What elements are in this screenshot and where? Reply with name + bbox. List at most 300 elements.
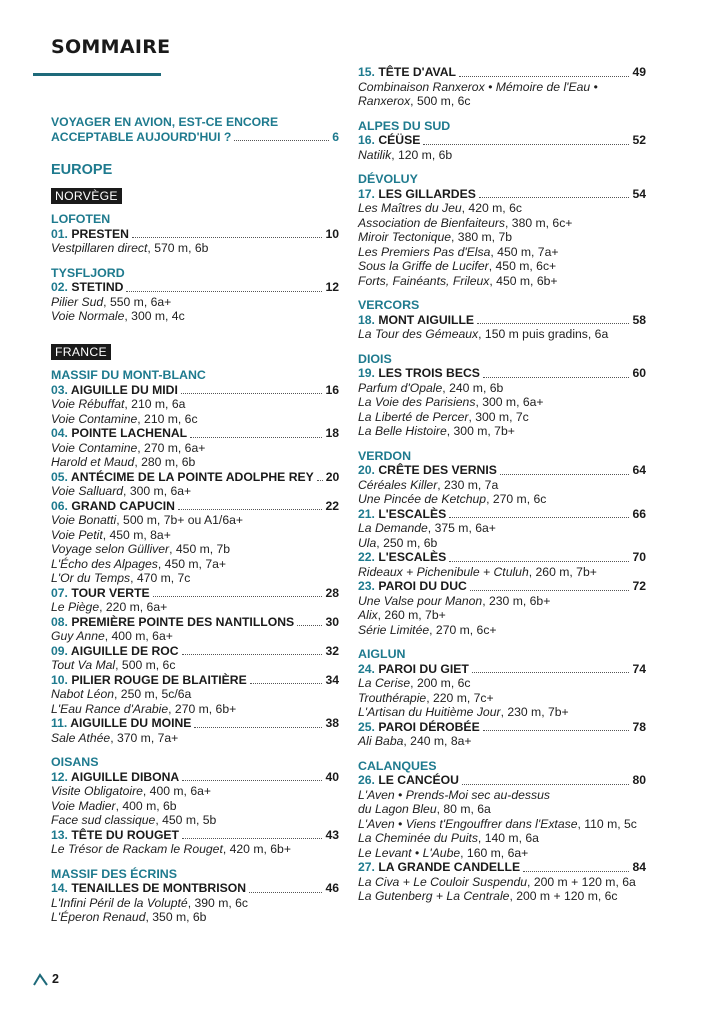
route-info: , 260 m, 7b+ <box>377 608 446 622</box>
route-name: Face sud classique <box>51 813 156 827</box>
entry-number: 17. <box>358 186 375 201</box>
route-name: La Belle Histoire <box>358 424 447 438</box>
entry-number: 26. <box>358 773 375 787</box>
toc-entry-heading[interactable] <box>358 773 646 788</box>
section-calanques: CALANQUES <box>358 758 437 773</box>
route-info: , 230 m, 7b+ <box>500 705 569 719</box>
route-line <box>358 148 646 163</box>
route-line <box>358 691 646 706</box>
route-line <box>51 731 339 746</box>
entry-name: LE CANCÉOU <box>378 773 459 787</box>
entry-name: AIGUILLE DE ROC <box>70 643 179 658</box>
route-name: La Voie des Parisiens <box>358 395 476 409</box>
route-name: La Liberté de Percer <box>358 409 469 424</box>
dot-leader <box>500 474 630 475</box>
route-line <box>51 528 339 543</box>
toc-intro-entry[interactable] <box>51 115 339 144</box>
dot-leader <box>190 437 322 438</box>
dot-leader <box>317 480 323 481</box>
route-info: , 450 m, 5b <box>155 813 217 827</box>
toc-entry-title <box>51 383 178 398</box>
route-name: du Lagon Bleu <box>358 802 437 816</box>
route-name: La Civa + Le Couloir Suspendu <box>358 874 528 889</box>
route-line <box>51 813 339 828</box>
toc-entry[interactable] <box>358 133 646 162</box>
toc-entry-title <box>358 366 480 381</box>
entry-name: TOUR VERTE <box>71 585 150 600</box>
dot-leader <box>472 672 630 673</box>
route-name: L'Aven • Prends-Moi sec au-dessus <box>358 787 550 802</box>
route-name: Ula <box>358 535 377 550</box>
section-aiglun: AIGLUN <box>358 647 406 661</box>
toc-entry[interactable] <box>358 773 646 860</box>
entry-name: LES GILLARDES <box>378 186 476 201</box>
dot-leader <box>181 393 323 394</box>
route-line <box>51 484 339 499</box>
route-info: , 270 m, 6a+ <box>137 440 206 455</box>
entry-number: 14. <box>51 881 68 895</box>
toc-entry-heading[interactable] <box>358 366 646 381</box>
entry-page-number: 66 <box>632 506 646 521</box>
entry-number: 25. <box>358 719 375 734</box>
toc-entry-title <box>51 716 191 731</box>
dot-leader <box>479 197 630 198</box>
route-name: Natilik <box>358 147 392 162</box>
toc-entry-title <box>358 662 469 677</box>
dot-leader <box>250 683 323 684</box>
route-info: , 390 m, 6c <box>187 895 248 910</box>
route-name: Voie Contamine <box>51 411 138 426</box>
entry-page-number: 18 <box>325 426 339 440</box>
route-name: Céréales Killer <box>358 477 438 492</box>
route-info: , 210 m, 6a <box>124 397 186 411</box>
route-info: , 400 m, 6b <box>115 798 177 813</box>
route-info: , 270 m, 6c <box>486 492 547 506</box>
dot-leader <box>182 780 322 781</box>
route-line <box>51 557 339 572</box>
route-info: , 400 m, 6a+ <box>142 784 211 798</box>
entry-page-number: 32 <box>325 643 339 658</box>
entry-page-number: 20 <box>325 469 340 484</box>
toc-entry[interactable] <box>51 499 339 586</box>
entry-number: 07. <box>51 585 68 600</box>
route-line <box>51 842 339 857</box>
route-info: , 370 m, 7a+ <box>110 730 179 745</box>
route-line <box>51 658 339 673</box>
entry-number: 19. <box>358 366 375 380</box>
entry-page-number: 16 <box>325 382 339 397</box>
route-line <box>358 259 646 274</box>
route-name: Vestpillaren direct <box>51 241 148 255</box>
toc-entry[interactable] <box>51 770 339 828</box>
toc-entry-heading[interactable] <box>51 426 339 441</box>
route-info: , 200 m + 120 m, 6c <box>509 889 618 903</box>
route-name: Trouthérapie <box>358 690 427 705</box>
toc-entry[interactable] <box>51 828 339 857</box>
dot-leader <box>470 590 630 591</box>
route-line <box>358 831 646 846</box>
entry-number: 05. <box>51 469 68 484</box>
toc-entry-heading[interactable] <box>51 828 339 843</box>
route-line <box>358 492 646 507</box>
route-line <box>358 381 646 396</box>
title-underline <box>33 73 161 76</box>
section-mont-blanc: MASSIF DU MONT-BLANC <box>51 368 206 382</box>
entry-number: 02. <box>51 280 68 294</box>
entry-name: TÊTE DU ROUGET <box>71 827 180 842</box>
route-name: Voie Normale <box>51 309 125 323</box>
entry-page-number: 40 <box>325 769 339 784</box>
route-line <box>358 216 646 231</box>
toc-entry[interactable] <box>51 280 339 324</box>
route-line <box>51 629 339 644</box>
route-name: Harold et Maud <box>51 455 135 469</box>
entry-page-number: 52 <box>632 133 646 147</box>
toc-entry[interactable] <box>51 470 339 499</box>
route-line <box>358 788 646 803</box>
route-line <box>358 846 646 861</box>
toc-entry-title <box>358 463 497 478</box>
route-info: , 380 m, 6c+ <box>505 215 573 230</box>
toc-entry[interactable] <box>358 579 646 637</box>
section-diois: DIOIS <box>358 351 392 366</box>
toc-entry-title <box>358 187 476 202</box>
region-heading: EUROPE <box>51 162 113 178</box>
toc-entry-heading[interactable] <box>51 673 339 688</box>
toc-entry-heading[interactable] <box>358 662 646 677</box>
route-name: Parfum d'Opale <box>358 380 443 395</box>
route-name: Le Piège <box>51 600 100 614</box>
toc-entry-title <box>51 499 175 514</box>
toc-entry[interactable] <box>51 227 339 256</box>
toc-entry-title <box>51 470 314 485</box>
route-info: , 240 m, 8a+ <box>403 734 472 748</box>
country-label-norway: NORVÈGE <box>51 188 122 205</box>
entry-number: 24. <box>358 661 375 676</box>
toc-entry[interactable] <box>51 383 339 427</box>
route-info: , 270 m, 6b+ <box>168 701 237 716</box>
toc-entry-heading[interactable] <box>51 881 339 896</box>
route-info: , 450 m, 6b+ <box>489 273 558 288</box>
toc-entry-heading[interactable] <box>358 313 646 328</box>
entry-name: PRESTEN <box>71 226 129 241</box>
route-name: Le Levant • L'Aube <box>358 845 461 860</box>
page-title: SOMMAIRE <box>51 36 171 58</box>
entry-number: 03. <box>51 382 68 397</box>
route-name: Voie Contamine <box>51 440 138 455</box>
route-info: , 450 m, 7a+ <box>490 244 559 259</box>
entry-page-number: 78 <box>632 719 646 734</box>
dot-leader <box>459 76 629 77</box>
route-info: , 300 m, 6a+ <box>475 395 544 409</box>
entry-number: 04. <box>51 426 68 440</box>
route-name: Une Pincée de Ketchup <box>358 492 487 506</box>
entry-number: 10. <box>51 672 68 687</box>
toc-entry[interactable] <box>358 65 646 109</box>
page-number: 2 <box>52 972 59 986</box>
route-name: Forts, Fainéants, Frileux <box>358 273 490 288</box>
route-line <box>51 571 339 586</box>
route-info: , 450 m, 7b <box>169 542 231 556</box>
dot-leader <box>423 144 629 145</box>
toc-entry-title <box>51 615 294 630</box>
route-name: Série Limitée <box>358 622 430 637</box>
route-line <box>358 705 646 720</box>
mountain-logo-icon <box>33 973 49 986</box>
dot-leader <box>234 140 329 141</box>
route-line <box>358 623 646 638</box>
route-line <box>358 521 646 536</box>
toc-entry-heading[interactable] <box>51 470 339 485</box>
toc-entry-heading[interactable] <box>51 499 339 514</box>
entry-name: GRAND CAPUCIN <box>71 498 175 513</box>
toc-entry-title <box>358 133 420 148</box>
route-line <box>358 875 646 890</box>
toc-entry-title <box>358 65 456 80</box>
toc-entry-heading[interactable] <box>51 227 339 242</box>
entry-number: 22. <box>358 550 375 564</box>
route-name: Le Trésor de Rackam le Rouget <box>51 842 223 856</box>
route-info: , 400 m, 6a+ <box>104 629 173 643</box>
route-line <box>358 230 646 245</box>
section-ecrins: MASSIF DES ÉCRINS <box>51 866 177 881</box>
toc-entry[interactable] <box>51 426 339 470</box>
toc-entry-heading[interactable] <box>51 716 339 731</box>
toc-entry[interactable] <box>358 313 646 342</box>
route-line <box>358 802 646 817</box>
route-info: , 160 m, 6a+ <box>460 845 529 860</box>
route-name: Voyage selon Gülliver <box>51 542 170 556</box>
toc-entry-heading[interactable] <box>358 133 646 148</box>
route-line <box>51 455 339 470</box>
toc-entry-title <box>51 828 179 843</box>
toc-entry[interactable] <box>358 366 646 439</box>
toc-entry[interactable] <box>51 881 339 925</box>
intro-page-number: 6 <box>332 129 339 144</box>
dot-leader <box>523 871 629 872</box>
entry-name: TENAILLES DE MONTBRISON <box>71 881 247 895</box>
dot-leader <box>462 784 630 785</box>
entry-page-number: 49 <box>632 65 646 79</box>
route-info: , 300 m, 7c <box>468 409 529 424</box>
route-name: La Demande <box>358 521 428 535</box>
route-info: , 500 m, 7b+ ou A1/6a+ <box>116 513 243 527</box>
route-name: Voie Bonatti <box>51 513 117 527</box>
dot-leader <box>132 237 323 238</box>
route-line <box>358 274 646 289</box>
route-line <box>358 245 646 260</box>
entry-name: LA GRANDE CANDELLE <box>378 860 521 874</box>
route-name: Visite Obligatoire <box>51 784 143 798</box>
entry-number: 20. <box>358 463 375 477</box>
toc-entry-title <box>358 773 459 788</box>
entry-name: LES TROIS BECS <box>378 366 480 380</box>
route-info: , 500 m, 6c <box>410 94 471 108</box>
toc-entry-heading[interactable] <box>358 463 646 478</box>
entry-page-number: 22 <box>325 498 339 513</box>
dot-leader <box>153 596 323 597</box>
entry-name: PAROI DU DUC <box>378 579 467 593</box>
route-name: Voie Salluard <box>51 484 124 498</box>
route-info: , 280 m, 6b <box>134 455 196 469</box>
toc-entry[interactable] <box>51 716 339 745</box>
route-name: La Gutenberg + La Centrale <box>358 889 510 903</box>
entry-page-number: 28 <box>325 585 339 600</box>
route-name: Voie Petit <box>51 527 103 542</box>
route-info: , 200 m + 120 m, 6a <box>527 874 636 889</box>
route-line <box>358 327 646 342</box>
toc-entry-title <box>358 550 446 565</box>
route-name: Guy Anne <box>51 629 105 643</box>
toc-entry-heading[interactable] <box>51 615 339 630</box>
route-line <box>51 513 339 528</box>
route-info: , 300 m, 7b+ <box>446 424 515 438</box>
toc-entry-heading[interactable] <box>51 280 339 295</box>
toc-entry-heading[interactable] <box>51 644 339 659</box>
entry-number: 15. <box>358 65 375 79</box>
route-line <box>51 309 339 324</box>
route-name: L'Aven • Viens t'Engouffrer dans l'Extase <box>358 816 578 831</box>
toc-entry-title <box>358 507 446 522</box>
entry-page-number: 60 <box>632 366 646 380</box>
route-line <box>358 565 646 580</box>
route-line <box>51 702 339 717</box>
entry-name: L'ESCALÈS <box>378 506 447 521</box>
entry-number: 06. <box>51 498 68 513</box>
toc-entry-heading[interactable] <box>51 770 339 785</box>
toc-entry-heading[interactable] <box>358 860 646 875</box>
route-line <box>51 542 339 557</box>
route-name: Sale Athée <box>51 730 111 745</box>
dot-leader <box>194 727 322 728</box>
route-info: , 380 m, 7b <box>451 230 513 244</box>
toc-entry-heading[interactable] <box>51 586 339 601</box>
route-name: L'Eau Rance d'Arabie <box>51 701 169 716</box>
route-line <box>358 395 646 410</box>
route-line <box>51 241 339 256</box>
route-name: Nabot Léon <box>51 687 115 701</box>
entry-page-number: 38 <box>325 716 339 730</box>
toc-entry-heading[interactable] <box>358 65 646 80</box>
route-info: , 450 m, 6c+ <box>488 259 557 273</box>
route-name: L'Artisan du Huitième Jour <box>358 705 501 719</box>
entry-number: 27. <box>358 860 375 874</box>
toc-entry-heading[interactable] <box>358 187 646 202</box>
entry-name: TÊTE D'AVAL <box>378 65 456 79</box>
route-info: , 200 m, 6c <box>410 676 471 690</box>
toc-entry[interactable] <box>358 860 646 904</box>
toc-entry-title <box>358 860 520 875</box>
route-name: Les Premiers Pas d'Elsa <box>358 244 491 259</box>
route-name: Une Valse pour Manon <box>358 593 483 608</box>
toc-entry-title <box>51 673 247 688</box>
route-info: , 350 m, 6b <box>145 910 207 924</box>
entry-name: MONT AIGUILLE <box>378 312 475 327</box>
page-number-footer <box>33 972 59 986</box>
route-info: , 120 m, 6b <box>391 147 453 162</box>
route-name: Tout Va Mal <box>51 658 116 672</box>
entry-number: 08. <box>51 614 68 629</box>
section-devoluy: DÉVOLUY <box>358 172 418 186</box>
toc-entry[interactable] <box>51 615 339 644</box>
route-info: , 210 m, 6c <box>137 411 198 426</box>
toc-entry-heading[interactable] <box>358 720 646 735</box>
section-verdon: VERDON <box>358 448 412 463</box>
route-info: , 550 m, 6a+ <box>103 294 172 309</box>
route-name: L'Infini Péril de la Volupté <box>51 895 188 910</box>
toc-entry[interactable] <box>358 463 646 507</box>
entry-page-number: 54 <box>632 186 646 201</box>
dot-leader <box>182 838 322 839</box>
entry-page-number: 10 <box>325 226 339 241</box>
toc-entry-heading[interactable] <box>358 550 646 565</box>
route-name: Alix <box>358 608 378 622</box>
entry-number: 23. <box>358 579 375 593</box>
dot-leader <box>483 730 630 731</box>
dot-leader <box>449 517 629 518</box>
route-line <box>358 201 646 216</box>
route-info: , 500 m, 6c <box>115 658 176 672</box>
toc-entry-heading[interactable] <box>51 383 339 398</box>
route-info: , 250 m, 6b <box>376 535 438 550</box>
route-info: , 220 m, 6a+ <box>99 600 168 614</box>
toc-entry-title <box>51 881 246 896</box>
toc-entry[interactable] <box>51 644 339 673</box>
toc-entry[interactable] <box>358 662 646 720</box>
entry-page-number: 64 <box>632 463 646 477</box>
entry-name: PREMIÈRE POINTE DES NANTILLONS <box>71 614 295 629</box>
toc-entry[interactable] <box>51 673 339 717</box>
route-line <box>51 295 339 310</box>
route-line <box>358 676 646 691</box>
entry-number: 12. <box>51 769 68 784</box>
entry-name: PILIER ROUGE DE BLAITIÈRE <box>71 672 247 687</box>
route-line <box>51 600 339 615</box>
entry-page-number: 72 <box>632 579 646 593</box>
entry-name: AIGUILLE DU MOINE <box>70 716 192 730</box>
toc-entry[interactable] <box>51 586 339 615</box>
route-info: , 450 m, 7a+ <box>157 556 226 571</box>
route-line <box>358 94 646 109</box>
route-name: L'Éperon Renaud <box>51 910 146 924</box>
section-lofoten: LOFOTEN <box>51 212 111 226</box>
toc-entry-heading[interactable] <box>358 507 646 522</box>
entry-page-number: 84 <box>632 860 646 874</box>
route-line <box>358 410 646 425</box>
route-name: Combinaison Ranxerox • Mémoire de l'Eau • <box>358 79 598 94</box>
toc-entry[interactable] <box>358 550 646 579</box>
toc-entry[interactable] <box>358 507 646 551</box>
entry-page-number: 12 <box>325 280 339 294</box>
entry-page-number: 74 <box>632 661 646 676</box>
route-name: Association de Bienfaiteurs <box>358 215 506 230</box>
route-line <box>51 784 339 799</box>
route-line <box>51 441 339 456</box>
route-name: Voie Madier <box>51 798 116 813</box>
entry-name: CÉÜSE <box>378 133 421 147</box>
route-name: Miroir Tectonique <box>358 230 452 244</box>
entry-name: ANTÉCIME DE LA POINTE ADOLPHE REY <box>70 469 314 484</box>
dot-leader <box>477 323 629 324</box>
toc-entry-heading[interactable] <box>358 579 646 594</box>
toc-entry-title <box>51 770 179 785</box>
route-info: , 300 m, 6a+ <box>123 484 192 498</box>
dot-leader <box>297 625 322 626</box>
dot-leader <box>483 377 630 378</box>
toc-entry[interactable] <box>358 187 646 289</box>
entry-number: 16. <box>358 133 375 147</box>
toc-entry[interactable] <box>358 720 646 749</box>
